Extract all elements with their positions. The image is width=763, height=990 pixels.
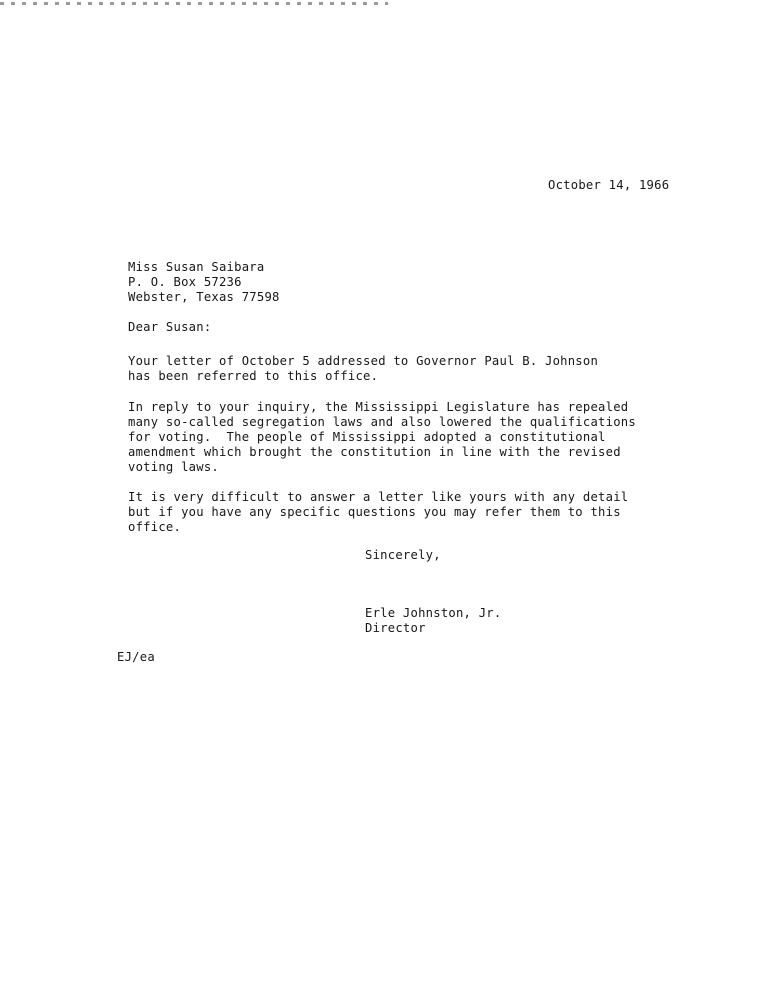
paragraph-line: Your letter of October 5 addressed to Governor Paul B. Johnson [128,354,599,368]
recipient-address-line-1: P. O. Box 57236 [128,275,242,290]
paragraph-line: has been referred to this office. [128,369,379,384]
paragraph-line: It is very difficult to answer a letter like yours with any detail [128,490,629,504]
paragraph-line: voting laws. [128,460,219,475]
recipient-address-line-2: Webster, Texas 77598 [128,290,280,305]
paragraph-1 [128,354,598,384]
recipient-address-block [128,260,280,305]
paragraph-line: In reply to your inquiry, the Mississippi Legislature has repealed [128,400,629,414]
signature-block [365,606,501,636]
signer-title: Director [365,621,426,636]
paragraph-line: for voting. The people of Mississippi adopted a constitutional [128,430,606,445]
scan-edge-artifact [0,2,388,5]
paragraph-line: office. [128,520,182,535]
closing-salutation: Sincerely, [365,548,441,562]
typist-initials: EJ/ea [117,650,155,664]
signer-name: Erle Johnston, Jr. [365,606,502,620]
salutation: Dear Susan: [128,320,212,334]
paragraph-line: amendment which brought the constitution in line with the revised [128,445,621,460]
recipient-name: Miss Susan Saibara [128,260,265,274]
paragraph-line: many so-called segregation laws and also lowered the qualifications [128,415,636,430]
paragraph-line: but if you have any specific questions you may refer them to this [128,505,621,520]
paragraph-2 [128,400,636,475]
paragraph-3 [128,490,628,535]
letter-date: October 14, 1966 [548,178,670,192]
